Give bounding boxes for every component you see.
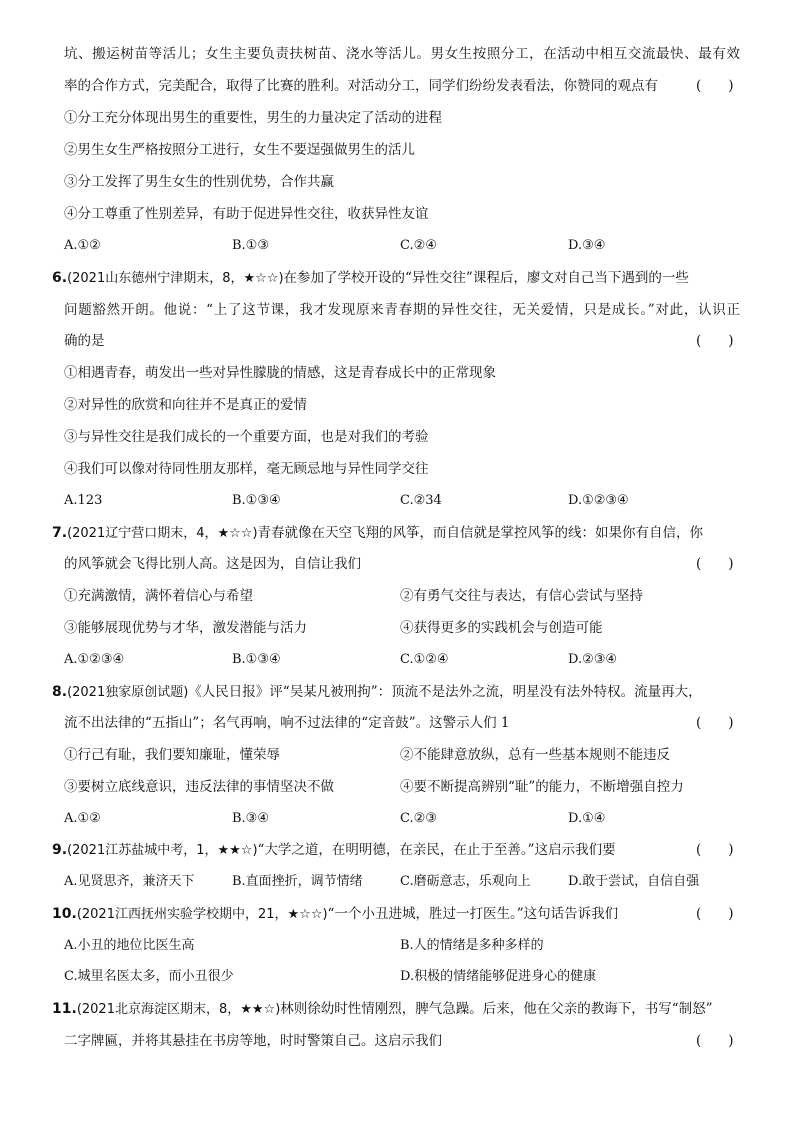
q5-choice-c[interactable]: C.②④ bbox=[400, 238, 437, 253]
q9-stem-text1: “大学之道，在明明德，在亲民，在止于至善。”这启示我们要 bbox=[257, 842, 616, 858]
q6-option-3: ③与异性交往是我们成长的一个重要方面，也是对我们的考验 bbox=[64, 429, 429, 445]
q9-choice-b[interactable]: B.直面挫折，调节情绪 bbox=[232, 874, 363, 889]
q6-choice-b[interactable]: B.①③④ bbox=[232, 493, 281, 508]
q7-option-3: ③能够展现优势与才华，激发潜能与活力 bbox=[64, 620, 307, 636]
q6-option-1: ①相遇青春，萌发出一些对异性朦胧的情感，这是青春成长中的正常现象 bbox=[64, 365, 496, 381]
q8-stem-text1: 《人民日报》评“吴某凡被刑拘”：顶流不是法外之流，明星没有法外特权。流量再大， bbox=[188, 684, 702, 700]
q7-stem-line2: 的风筝就会飞得比别人高。这是因为，自信让我们 bbox=[64, 556, 361, 572]
q7-stem-text1: 青春就像在天空飞翔的风筝，而自信就是掌控风筝的线：如果你有自信，你 bbox=[257, 525, 704, 541]
q10-source: (2021江西抚州实验学校期中，21，★☆☆) bbox=[76, 907, 328, 922]
q5-option-1: ①分工充分体现出男生的重要性，男生的力量决定了活动的进程 bbox=[64, 110, 442, 126]
q8-stem-line1 bbox=[52, 682, 702, 703]
q6-answer-paren[interactable]: ( ) bbox=[696, 333, 734, 349]
q8-answer-paren[interactable]: ( ) bbox=[696, 715, 734, 731]
q11-stem-text1: 林则徐幼时性情刚烈，脾气急躁。后来，他在父亲的教诲下，书写“制怒” bbox=[280, 1001, 713, 1017]
q7-stem-line1 bbox=[52, 523, 703, 544]
q7-choice-b[interactable]: B.①③④ bbox=[232, 652, 281, 667]
q8-number: 8. bbox=[52, 684, 68, 700]
q5-option-3: ③分工发挥了男生女生的性别优势，合作共赢 bbox=[64, 174, 334, 190]
q8-choice-d[interactable]: D.①④ bbox=[568, 811, 606, 826]
q6-number: 6. bbox=[52, 270, 68, 286]
q10-choice-d[interactable]: D.积极的情绪能够促进身心的健康 bbox=[400, 969, 597, 984]
q10-stem-text1: “一个小丑进城，胜过一打医生。”这句话告诉我们 bbox=[327, 906, 619, 922]
q7-source: (2021辽宁营口期末，4，★☆☆) bbox=[67, 526, 258, 541]
q11-answer-paren[interactable]: ( ) bbox=[696, 1033, 734, 1049]
q5-answer-paren[interactable]: ( ) bbox=[696, 78, 734, 94]
q9-stem-line1 bbox=[52, 840, 616, 861]
q7-choice-a[interactable]: A.①②③④ bbox=[64, 652, 125, 667]
q9-choice-d[interactable]: D.敢于尝试，自信自强 bbox=[568, 874, 700, 889]
q7-option-1: ①充满激情，满怀着信心与希望 bbox=[64, 588, 253, 604]
q11-source: (2021北京海淀区期末，8，★★☆) bbox=[76, 1002, 281, 1017]
q10-stem-line1 bbox=[52, 904, 618, 925]
q5-choice-a[interactable]: A.①② bbox=[64, 238, 101, 253]
q5-choice-d[interactable]: D.③④ bbox=[568, 238, 606, 253]
q7-option-4: ④获得更多的实践机会与创造可能 bbox=[400, 620, 603, 636]
q6-stem-line2: 问题豁然开朗。他说：“上了这节课，我才发现原来青春期的异性交往，无关爱情，只是成长。”对此，认识正 bbox=[64, 302, 740, 318]
q6-stem-line1 bbox=[52, 268, 689, 289]
q5-option-2: ②男生女生严格按照分工进行，女生不要逞强做男生的活儿 bbox=[64, 142, 415, 158]
q8-source: (2021独家原创试题) bbox=[67, 685, 189, 700]
q6-choice-c[interactable]: C.②34 bbox=[400, 493, 442, 508]
q10-answer-paren[interactable]: ( ) bbox=[696, 906, 734, 922]
q11-number: 11. bbox=[52, 1001, 77, 1017]
q8-option-1: ①行己有耻，我们要知廉耻，懂荣辱 bbox=[64, 747, 280, 763]
q5-choice-b[interactable]: B.①③ bbox=[232, 238, 269, 253]
q6-source: (2021山东德州宁津期末，8，★☆☆) bbox=[67, 271, 284, 286]
q7-option-2: ②有勇气交往与表达，有信心尝试与坚持 bbox=[400, 588, 643, 604]
q6-choice-a[interactable]: A.123 bbox=[64, 493, 103, 508]
q8-option-3: ③要树立底线意识，违反法律的事情坚决不做 bbox=[64, 779, 334, 795]
q6-stem-line3: 确的是 bbox=[64, 333, 105, 349]
q10-choice-a[interactable]: A.小丑的地位比医生高 bbox=[64, 938, 195, 953]
q10-choice-b[interactable]: B.人的情绪是多种多样的 bbox=[400, 938, 544, 953]
q8-choice-c[interactable]: C.②③ bbox=[400, 811, 437, 826]
q10-choice-c[interactable]: C.城里名医太多，而小丑很少 bbox=[64, 969, 234, 984]
q6-stem-text1: 在参加了学校开设的“异性交往”课程后，廖文对自己当下遇到的一些 bbox=[283, 270, 689, 286]
q7-answer-paren[interactable]: ( ) bbox=[696, 556, 734, 572]
q9-answer-paren[interactable]: ( ) bbox=[696, 842, 734, 858]
q7-choice-d[interactable]: D.②③④ bbox=[568, 652, 618, 667]
q11-stem-line2: 二字牌匾，并将其悬挂在书房等地，时时警策自己。这启示我们 bbox=[64, 1033, 442, 1049]
q8-option-4: ④要不断提高辨别“耻”的能力，不断增强自控力 bbox=[400, 779, 684, 795]
q9-choice-a[interactable]: A.见贤思齐，兼济天下 bbox=[64, 874, 195, 889]
q8-choice-b[interactable]: B.③④ bbox=[232, 811, 269, 826]
q9-number: 9. bbox=[52, 842, 68, 858]
q9-source: (2021江苏盐城中考，1，★★☆) bbox=[67, 843, 258, 858]
q10-number: 10. bbox=[52, 906, 77, 922]
q5-stem-line2: 率的合作方式，完美配合，取得了比赛的胜利。对活动分工，同学们纷纷发表看法，你赞同的观点有 bbox=[64, 78, 658, 94]
q5-option-4: ④分工尊重了性别差异，有助于促进异性交往，收获异性友谊 bbox=[64, 206, 429, 222]
q6-option-4: ④我们可以像对待同性朋友那样，毫无顾忌地与异性同学交往 bbox=[64, 461, 429, 477]
q7-choice-c[interactable]: C.①②④ bbox=[400, 652, 449, 667]
q11-stem-line1 bbox=[52, 999, 713, 1020]
q8-choice-a[interactable]: A.①② bbox=[64, 811, 101, 826]
q9-choice-c[interactable]: C.磨砺意志，乐观向上 bbox=[400, 874, 531, 889]
q8-stem-line2: 流不出法律的“五指山”；名气再响，响不过法律的“定音鼓”。这警示人们 1 bbox=[64, 715, 510, 731]
q6-option-2: ②对异性的欣赏和向往并不是真正的爱情 bbox=[64, 397, 307, 413]
q5-stem-line1: 坑、搬运树苗等活儿；女生主要负责扶树苗、浇水等活儿。男女生按照分工，在活动中相互交流最快、最有效 bbox=[64, 46, 740, 62]
q7-number: 7. bbox=[52, 525, 68, 541]
q6-choice-d[interactable]: D.①②③④ bbox=[568, 493, 629, 508]
q8-option-2: ②不能肆意放纵，总有一些基本规则不能违反 bbox=[400, 747, 670, 763]
